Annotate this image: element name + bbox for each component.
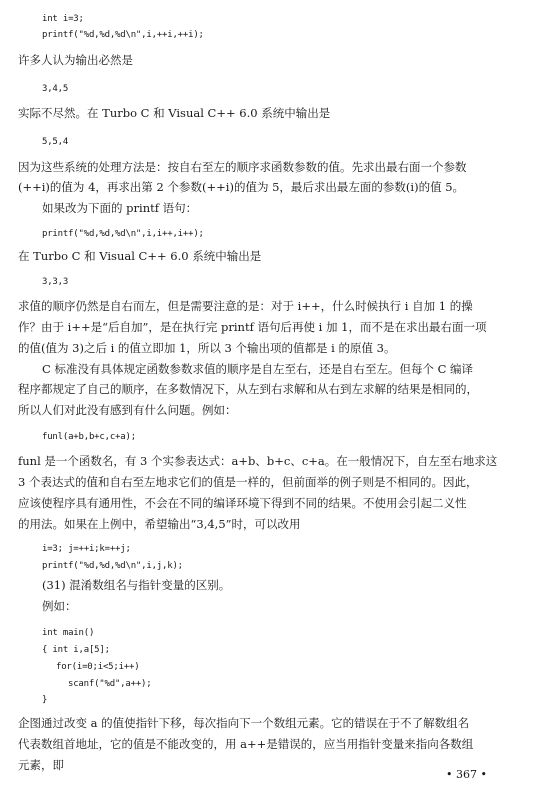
text-line: 代表数组首地址，它的值是不能改变的，用 a++是错误的，应当用指针变量来指向各数组 (18, 737, 474, 751)
code-line: funl(a+b,b+c,c+a); (42, 432, 136, 442)
text-line: 所以人们对此没有感到有什么问题。例如： (18, 403, 237, 417)
text-line: 应该使程序具有通用性，不会在不同的编译环境下得到不同的结果。不使用会引起二义性 (18, 496, 467, 510)
text-line: 许多人认为输出必然是 (18, 53, 133, 67)
text-line: 如果改为下面的 printf 语句： (42, 201, 198, 215)
page-number: • 367 • (446, 768, 487, 781)
text-line: 3 个表达式的值和自右至左地求它们的值是一样的，但前面举的例子则是不相同的。因此， (18, 475, 478, 489)
code-line: printf("%d,%d,%d\n",i,j,k); (42, 561, 183, 571)
text-line: 作？由于 i++是“后自加”，是在执行完 printf 语句后再使 i 加 1，而不是在求出最右面一项 (18, 320, 487, 334)
text-line: funl 是一个函数名，有 3 个实参表达式：a+b、b+c、c+a。在一般情况下，自左至右地求这 (18, 454, 498, 468)
text-line: 企图通过改变 a 的值使指针下移，每次指向下一个数组元素。它的错误在于不了解数组名 (18, 716, 470, 730)
code-line: } (42, 695, 48, 705)
text-line: 在 Turbo C 和 Visual C++ 6.0 系统中输出是 (18, 249, 262, 263)
text-line: 的用法。如果在上例中，希望输出“3,4,5”时，可以改用 (18, 517, 301, 531)
code-line: int main() (42, 628, 95, 638)
code-line: scanf("%d",a++); (68, 679, 152, 689)
text-line: 的值(值为 3)之后 i 的值立即加 1，所以 3 个输出项的值都是 i 的原值 3。 (18, 341, 396, 355)
code-line: printf("%d,%d,%d\n",i,++i,++i); (42, 30, 204, 40)
text-line: 程序都规定了自己的顺序，在多数情况下，从左到右求解和从右到左求解的结果是相同的， (18, 382, 478, 396)
text-line: 实际不尽然。在 Turbo C 和 Visual C++ 6.0 系统中输出是 (18, 106, 331, 120)
text-line: 例如： (42, 599, 77, 613)
code-line: printf("%d,%d,%d\n",i,i++,i++); (42, 229, 204, 239)
code-line: int i=3; (42, 14, 84, 24)
code-line: i=3; j=++i;k=++j; (42, 544, 131, 554)
text-line: 求值的顺序仍然是自右而左，但是需要注意的是：对于 i++，什么时候执行 i 自加 1 的操 (18, 299, 473, 313)
output-line: 3,3,3 (42, 277, 69, 287)
text-line: 元素，即 (18, 758, 64, 772)
code-line: for(i=0;i<5;i++) (56, 662, 140, 672)
text-line: 因为这些系统的处理方法是：按自右至左的顺序求函数参数的值。先求出最右面一个参数 (18, 160, 467, 174)
section-heading: (31) 混淆数组名与指针变量的区别。 (42, 578, 231, 592)
output-line: 5,5,4 (42, 137, 69, 147)
text-line: C 标准没有具体规定函数参数求值的顺序是自左至右，还是自右至左。但每个 C 编译 (42, 362, 474, 376)
output-line: 3,4,5 (42, 84, 69, 94)
code-line: { int i,a[5]; (42, 645, 110, 655)
text-line: (++i)的值为 4，再求出第 2 个参数(++i)的值为 5，最后求出最左面的参数(i)的值 5。 (18, 180, 465, 194)
